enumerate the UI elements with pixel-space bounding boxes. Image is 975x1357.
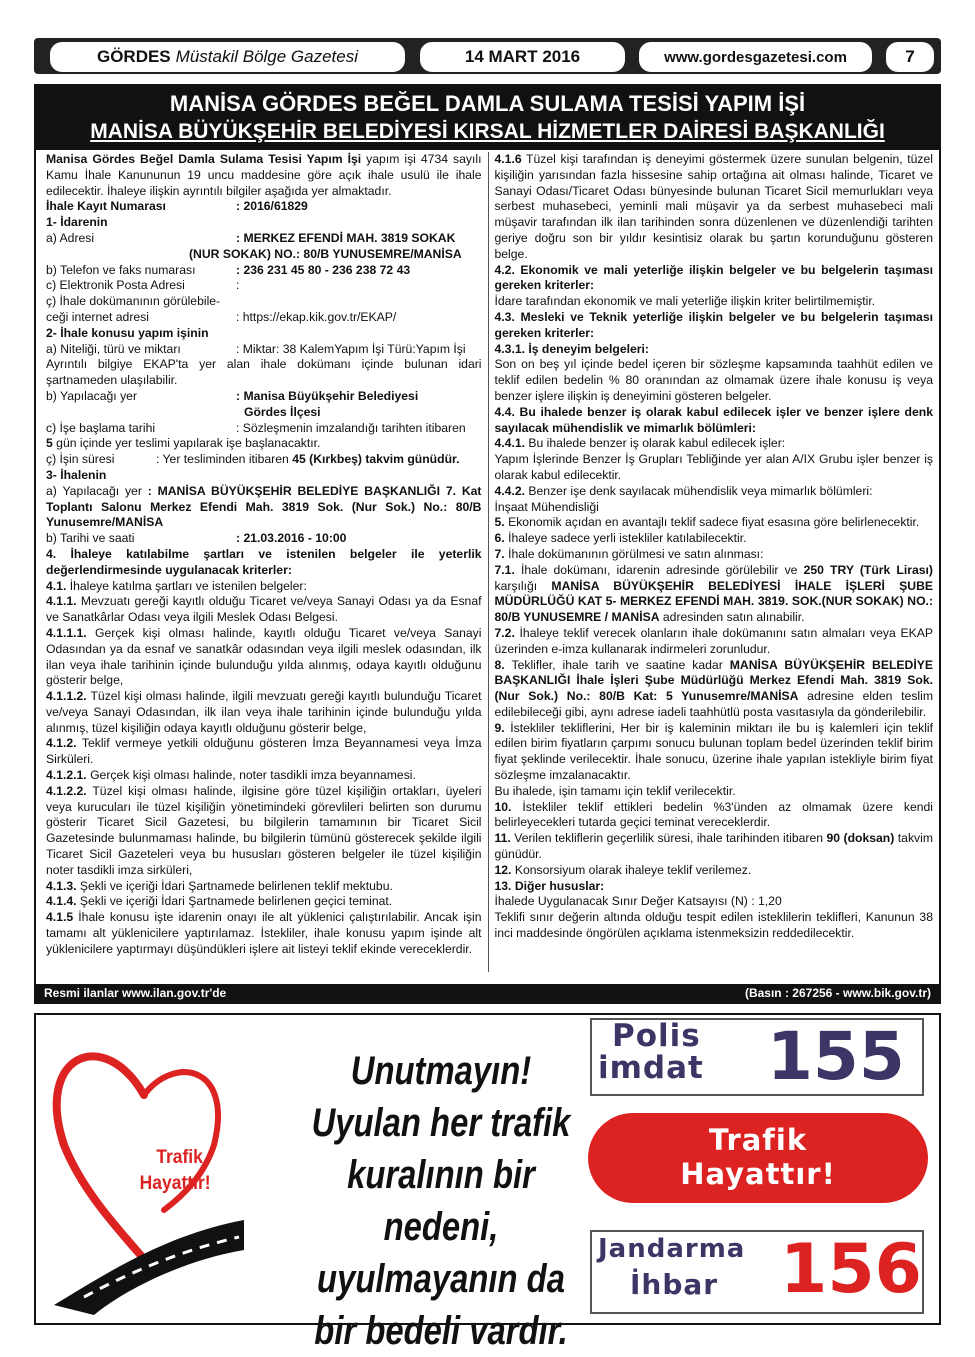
doc-url-label: ç) İhale dokümanının görülebile- xyxy=(46,294,221,309)
gendarmerie-number: 156 xyxy=(780,1230,922,1309)
location-cont: Gördes İlçesi xyxy=(244,404,321,419)
nature-row: a) Niteliği, türü ve miktarı : Miktar: 38 KalemYapım İşi Türü:Yapım İşi xyxy=(46,341,466,356)
s441: 4.4.1. Bu ihalede benzer iş olarak kabul edilecek işler: xyxy=(494,436,786,451)
heart-left-stroke xyxy=(57,1056,149,1265)
doc-url-row: ceği internet adresi : https://ekap.kik.gov.tr/EKAP/ xyxy=(46,309,397,324)
s4122: 4.1.2.2. Tüzel kişi olması halinde, ilgisine göre tüzel kişiliğin ortakları, üyeleri veya kurucuları ile tüzel kişiliğin yönetimindeki görevlileri belirten son durumu gösterir Ticaret Sicil Gazetesi, bu bilgilerin tamamının bir Ticaret Sicil Gazetesinde bulunmaması halinde, bu bilgilerin tümünü gösterecek şekilde ilgili Ticaret Sicil Gazeteleri veya bu hususları gösteren belgeler ile tüzel kişiliğin noter tasdikli imza sirküleri, xyxy=(46,783,482,877)
slogan-line-2: Uyulan her trafik xyxy=(311,1101,571,1145)
s415: 4.1.5 İhale konusu işte idarenin onayı ile alt yüklenici çalıştırılabilir. Ancak işin tamamı alt yüklenicilere yaptırılamaz. İstekliler, ihale konusu yapım işinde alt yüklenicilere yaptırmayı düşündükleri işlere ait listeyi teklif ekinde vereceklerdir. xyxy=(46,910,482,956)
ad-column-right xyxy=(488,152,934,972)
slogan-line-4: uyulmayanın da xyxy=(317,1257,565,1301)
heart-label-1: Trafik xyxy=(156,1145,203,1168)
s42-title: 4.2. Ekonomik ve mali yeterliğe ilişkin belgeler ve bu belgelerin taşıması gereken kriterler: xyxy=(494,262,933,293)
footer-press-code: (Basın : 267256 - www.bik.gov.tr) xyxy=(744,986,931,1000)
traffic-psa xyxy=(34,1013,941,1353)
ad-title-line1: MANİSA GÖRDES BEĞEL DAMLA SULAMA TESİSİ YAPIM İŞİ xyxy=(169,91,806,116)
safety-slogan xyxy=(293,1045,588,1357)
s11: 11. Verilen tekliflerin geçerlilik süresi, ihale tarihinden itibaren 90 (doksan) takvim günüdür. xyxy=(494,831,933,862)
start-cont: 5 gün içinde yer teslimi yapılarak işe başlanacaktır. xyxy=(46,436,321,451)
slogan-line-3: kuralının bir nedeni, xyxy=(347,1153,535,1249)
s441b: Yapım İşlerinde Benzer İş Grupları Tebliğinde yer alan A/IX Grubu işler benzer iş olarak kabul edilecektir. xyxy=(494,452,933,482)
ekap-link[interactable]: : https://ekap.kik.gov.tr/EKAP/ xyxy=(236,309,397,324)
location-row: b) Yapılacağı yer : Manisa Büyükşehir Belediyesi xyxy=(46,388,419,403)
traffic-life-banner xyxy=(588,1113,928,1203)
s431-title: 4.3.1. İş deneyim belgeleri: xyxy=(494,341,649,356)
s6: 6. İhaleye sadece yerli istekliler katılabilecektir. xyxy=(494,531,747,546)
s13b: Teklifi sınır değerin altında olduğu tespit edilen isteklilerin teklifleri, Kanunun 38 inci maddesinde öngörülen açıklama istenmeksizin reddedilecektir. xyxy=(494,910,933,941)
address-cont: (NUR SOKAK) NO.: 80/B YUNUSEMRE/MANİSA xyxy=(189,246,462,261)
heart-road-logo xyxy=(44,1035,244,1320)
phone-row: b) Telefon ve faks numarası : 236 231 45 80 - 236 238 72 43 xyxy=(46,262,411,277)
banner-line-1: Trafik xyxy=(708,1123,808,1157)
s13-title: 13. Diğer hususlar: xyxy=(494,878,605,893)
s413: 4.1.3. Şekli ve içeriği İdari Şartnamede belirlenen teklif mektubu. xyxy=(46,878,393,893)
s41: 4.1. İhaleye katılma şartları ve istenilen belgeler: xyxy=(46,578,307,593)
ad-columns xyxy=(46,152,933,972)
start-row: c) İşe başlama tarihi : Sözleşmenin imzalandığı tarihten itibaren xyxy=(46,420,466,435)
gendarmerie-card xyxy=(590,1230,924,1314)
section3-title: 3- İhalenin xyxy=(46,467,107,482)
s44-title: 4.4. Bu ihalede benzer iş olarak kabul edilecek işler ve benzer işlere denk sayılacak mühendislik ve mimarlık bölümleri: xyxy=(494,404,933,435)
road-shape xyxy=(54,1220,244,1315)
s72: 7.2. İhaleye teklif verecek olanların ihale dokümanını satın almaları veya EKAP üzerinden e-imza kullanarak indirmeleri zorunludur. xyxy=(494,625,933,656)
tender-announcement xyxy=(34,84,941,1004)
paper-subtitle: Müstakil Bölge Gazetesi xyxy=(175,47,359,66)
s9b: Bu ihalede, işin tamamı için teklif verilecektir. xyxy=(494,783,736,798)
nature-cont: Ayrıntılı bilgiye EKAP'ta yer alan ihale dokümanı içinde bulunan idari şartnameden ulaşılabilir. xyxy=(46,357,482,388)
footer-ilan-link[interactable]: Resmi ilanlar www.ilan.gov.tr'de xyxy=(44,986,227,1000)
page-number: 7 xyxy=(884,40,936,74)
s71: 7.1. İhale dokümanı, idarenin adresinde görülebilir ve 250 TRY (Türk Lirası) karşılığı MANİSA BÜYÜKŞEHİR BELEDİYESİ İHALE İŞLERİ ŞUBE MÜDÜRLÜĞÜ KAT 5- MERKEZ EFENDİ MAH. 3819. SOK.(NUR SOKAK) NO.: 80/B YUNUSEMRE / MANİSA adresinden satın alınabilir. xyxy=(494,562,934,625)
date-row: b) Tarihi ve saati : 21.03.2016 - 10:00 xyxy=(46,531,347,546)
police-number: 155 xyxy=(767,1018,905,1095)
banner-line-2: Hayattır! xyxy=(680,1157,836,1191)
paper-name-bold: GÖRDES xyxy=(96,47,171,66)
s4112: 4.1.1.2. Tüzel kişi olması halinde, ilgili mevzuatı gereği kayıtlı bulunduğu Ticaret ve/veya Sanayi Odasından, ilk ilan veya ihale tarihinin içinde bulunduğu yılda alınmış, tüzel kişiliğin odaya kayıtlı olduğunu gösterir belge, xyxy=(46,689,482,735)
duration-row: ç) İşin süresi : Yer tesliminden itibaren 45 (Kırkbeş) takvim günüdür. xyxy=(46,452,460,467)
s12: 12. Konsorsiyum olarak ihaleye teklif verilemez. xyxy=(494,862,752,877)
intro: Manisa Gördes Beğel Damla Sulama Tesisi Yapım İşi yapım işi 4734 sayılı Kamu İhale Kanununun 19 uncu maddesine göre açık ihale usulü ile ihale edilecektir. İhaleye ilişkin ayrıntılı bilgiler aşağıda yer almaktadır. xyxy=(46,152,482,198)
website[interactable]: www.gordesgazetesi.com xyxy=(637,40,874,74)
s13a: İhalede Uygulanacak Sınır Değer Katsayısı (N) : 1,20 xyxy=(494,894,782,909)
slogan-line-1: Unutmayın! xyxy=(350,1049,532,1093)
police-imdat-label: imdat xyxy=(598,1050,704,1086)
s416: 4.1.6 Tüzel kişi tarafından iş deneyimi göstermek üzere sunulan belgenin, tüzel kişiliğin yarısından fazla hissesine sahip ortağına ait olması halinde, Ticaret ve Sanayi Odası/Ticaret Odası bünyesinde bulunan Ticaret Sicil memurlukları veya serbest muhasebeci, yeminli mali müşavir ya da serbest muhasebeci mali müşavir tarafından ilk ilan tarihinden sonra düzenlenen ve düzenlendiği tarihten geriye doğru son bir yıldır kesintisiz olarak bu şartın korunduğunu gösteren belge. xyxy=(494,152,933,261)
gendarmerie-ihbar-label: İhbar xyxy=(630,1268,719,1301)
address-row: a) Adresi : MERKEZ EFENDİ MAH. 3819 SOKAK xyxy=(46,230,456,245)
s4111: 4.1.1.1. Gerçek kişi olması halinde, kayıtlı olduğu Ticaret ve/veya Sanayi Odasından ya da esnaf ve sanatkâr odasından veya ilgili meslek odasından, ilk ilan veya ihale tarihinin içinde bulunduğu yılda alınmış, odaya kayıtlı olduğunu gösterir belge, xyxy=(46,625,482,688)
s431: Son on beş yıl içinde bedel içeren bir sözleşme kapsamında taahhüt edilen ve teklif edilen bedelin % 80 oranından az olmamak üzere ihale konusu iş veya benzer işlere ilişkin iş deneyimini gösteren belgeler. xyxy=(494,357,933,403)
ad-column-left xyxy=(46,152,482,972)
s9: 9. İstekliler tekliflerini, Her bir iş kaleminin miktarı ile bu iş kalemleri için teklif edilen birim fiyatların çarpımı sonucu bulunan toplam bedel üzerinden teklif birim fiyat şeklinde verilecektir. İhale sonucu, üzerine ihale yapılan istekliyle birim fiyat sözleşme imzalanacaktır. xyxy=(494,720,934,783)
ad-title xyxy=(36,86,939,150)
section2-title: 2- İhale konusu yapım işinin xyxy=(46,325,209,340)
s4121: 4.1.2.1. Gerçek kişi olması halinde, noter tasdikli imza beyannamesi. xyxy=(46,768,416,783)
s10: 10. İstekliler teklif ettikleri bedelin %3'ünden az olmamak üzere kendi belirleyecekleri tutarda geçici teminat vereceklerdir. xyxy=(494,799,933,830)
slogan-line-5: bir bedeli vardır. xyxy=(314,1309,568,1353)
ad-title-line2: MANİSA BÜYÜKŞEHİR BELEDİYESİ KIRSAL HİZMETLER DAİRESİ BAŞKANLIĞI xyxy=(90,120,885,143)
s442: 4.4.2. Benzer işe denk sayılacak mühendislik veya mimarlık bölümleri: xyxy=(494,483,873,498)
s442b: İnşaat Mühendisliği xyxy=(494,499,599,514)
ad-footer xyxy=(36,984,939,1002)
s7: 7. İhale dokümanının görülmesi ve satın alınması: xyxy=(494,546,764,561)
s43-title: 4.3. Mesleki ve Teknik yeterliğe ilişkin belgeler ve bu belgelerin taşıması gereken kriterler: xyxy=(494,309,933,340)
kayit-row: İhale Kayıt Numarası : 2016/61829 xyxy=(46,199,308,214)
email-row: c) Elektronik Posta Adresi : xyxy=(46,278,240,293)
s42: İdare tarafından ekonomik ve mali yeterliğe ilişkin kriter belirtilmemiştir. xyxy=(494,294,876,309)
police-label: Polis xyxy=(612,1018,701,1054)
gendarmerie-label: Jandarma xyxy=(598,1234,746,1264)
section1-title: 1- İdarenin xyxy=(46,215,108,230)
s412: 4.1.2. Teklif vermeye yetkili olduğunu gösteren İmza Beyannamesi veya İmza Sirküleri. xyxy=(46,736,482,767)
venue: a) Yapılacağı yer : MANİSA BÜYÜKŞEHİR BELEDİYE BAŞKANLIĞI 7. Kat Toplantı Salonu Merkez Efendi Mah. 3819 Sok. (Nur Sok.) No.: 80/B Yunusemre/MANİSA xyxy=(46,483,482,530)
s414: 4.1.4. Şekli ve içeriği İdari Şartnamede belirlenen geçici teminat. xyxy=(46,894,393,909)
section4-title: 4. İhaleye katılabilme şartları ve istenilen belgeler ile yeterlik değerlendirmesinde uygulanacak kriterler: xyxy=(46,546,482,577)
heart-label-2: Hayattır! xyxy=(139,1171,211,1194)
s411: 4.1.1. Mevzuatı gereği kayıtlı olduğu Ticaret ve/veya Sanayi Odası ya da Esnaf ve Sanatkârlar Odası veya ilgili Meslek Odası Belgesi. xyxy=(46,594,482,625)
s8: 8. Teklifler, ihale tarih ve saatine kadar MANİSA BÜYÜKŞEHİR BELEDİYE BAŞKANLIĞI İhale İşleri Şube Müdürlüğü Merkez Efendi Mah. 3819 Sok. (Nur Sok.) No.: 80/B Kat: 5 Yunusemre/MANİSA adresine elden teslim edilebileceği gibi, aynı adrese iadeli taahhütlü posta vasıtasıyla da gönderilebilir. xyxy=(494,657,933,719)
issue-date: 14 MART 2016 xyxy=(418,40,627,74)
paper-name xyxy=(48,40,407,74)
police-card xyxy=(590,1018,924,1096)
s5: 5. Ekonomik açıdan en avantajlı teklif sadece fiyat esasına göre belirlenecektir. xyxy=(494,515,920,530)
